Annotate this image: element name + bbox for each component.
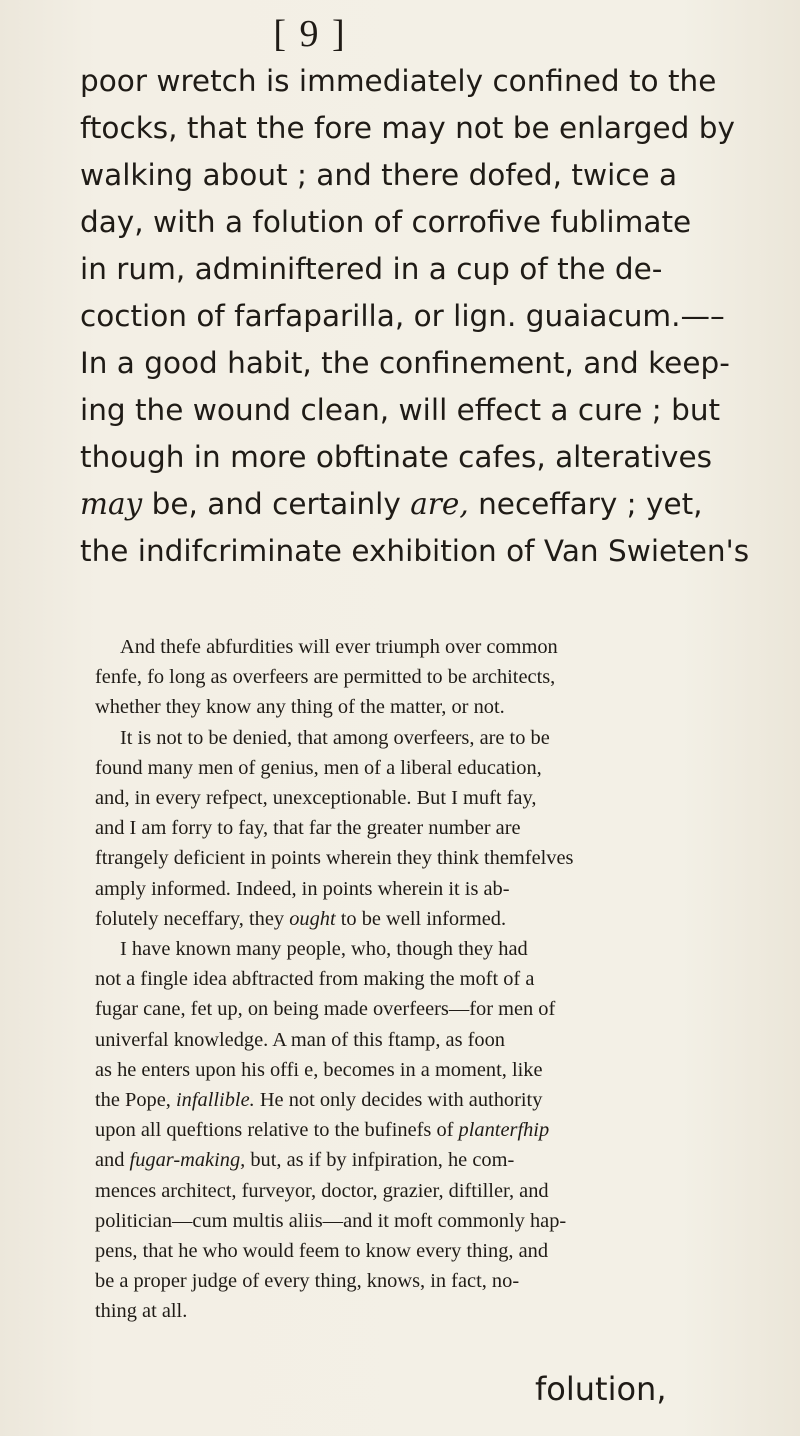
italic-text: planterfhip	[458, 1119, 550, 1142]
footnote-line: not a fingle idea abftracted from making the moft of a	[95, 968, 535, 991]
italic-text: are,	[410, 487, 469, 521]
footnote-line: univerfal knowledge. A man of this ftamp, as foon	[95, 1028, 505, 1051]
footnote-line: amply informed. Indeed, in points wherein it is ab-	[95, 877, 510, 900]
footnote-line: and I am forry to fay, that far the greater number are	[95, 817, 521, 840]
footnote-line: thing at all.	[95, 1300, 188, 1323]
text-span: He not only decides with authority	[254, 1089, 543, 1112]
footnote-line: be a proper judge of every thing, knows, in fact, no-	[95, 1270, 520, 1293]
text-line: ing the wound clean, will effect a cure ; but	[80, 393, 721, 427]
text-line: though in more obftinate cafes, alteratives	[80, 440, 713, 474]
footnote-line: ftrangely deficient in points wherein they think themfelves	[95, 847, 574, 870]
footnote-line: pens, that he who would feem to know every thing, and	[95, 1240, 549, 1263]
text-span: neceffary ; yet,	[468, 487, 703, 521]
footnote-line: mences architect, furveyor, doctor, grazier, diftiller, and	[95, 1179, 549, 1202]
text-line: ftocks, that the fore may not be enlarged by	[80, 111, 735, 145]
footnote-line: fugar cane, fet up, on being made overfeers—for men of	[95, 998, 556, 1021]
text-span: and	[95, 1149, 130, 1172]
footnote-line: found many men of genius, men of a liberal education,	[95, 756, 542, 779]
main-text	[80, 58, 780, 575]
text-line: in rum, adminiftered in a cup of the de-	[80, 252, 663, 286]
footnote-line: And thefe abfurdities will ever triumph over common	[120, 636, 558, 658]
italic-text: infallible.	[176, 1089, 255, 1112]
text-span: the Pope,	[95, 1089, 176, 1112]
text-line: coction of farfaparilla, or lign. guaiacum.—–	[80, 299, 725, 333]
text-span: folutely neceffary, they	[95, 907, 290, 930]
text-line: In a good habit, the confinement, and keep-	[80, 346, 730, 380]
footnote	[95, 632, 775, 1327]
footnote-line: politician—cum multis aliis—and it moft commonly hap-	[95, 1209, 567, 1232]
footnote-line: as he enters upon his offi e, becomes in a moment, like	[95, 1058, 543, 1081]
catchword: folution,	[535, 1370, 667, 1408]
footnote-line	[95, 904, 775, 934]
text-line: poor wretch is immediately confined to the	[80, 64, 717, 98]
text-line	[80, 481, 780, 528]
text-span: to be well informed.	[335, 907, 507, 930]
footnote-line: fenfe, fo long as overfeers are permitted to be architects,	[95, 666, 556, 689]
text-span: upon all queftions relative to the bufinefs of	[95, 1119, 459, 1142]
text-span: be, and certainly	[142, 487, 411, 521]
italic-text: may	[80, 487, 143, 521]
text-line: walking about ; and there dofed, twice a	[80, 158, 678, 192]
page-number: [ 9 ]	[273, 13, 347, 55]
italic-text: ought	[289, 907, 336, 930]
italic-text: fugar-making,	[129, 1149, 246, 1172]
text-line: the indifcriminate exhibition of Van Swieten's	[80, 534, 750, 568]
footnote-line	[95, 1115, 775, 1145]
footnote-line: whether they know any thing of the matter, or not.	[95, 696, 505, 719]
text-span: but, as if by infpiration, he com-	[245, 1149, 515, 1172]
footnote-line: and, in every refpect, unexceptionable. But I muft fay,	[95, 787, 537, 810]
footnote-line: I have known many people, who, though they had	[120, 938, 528, 961]
footnote-line	[95, 1145, 775, 1175]
text-line: day, with a folution of corrofive fublimate	[80, 205, 692, 239]
footnote-line	[95, 1085, 775, 1115]
footnote-line: It is not to be denied, that among overfeers, are to be	[120, 726, 550, 749]
